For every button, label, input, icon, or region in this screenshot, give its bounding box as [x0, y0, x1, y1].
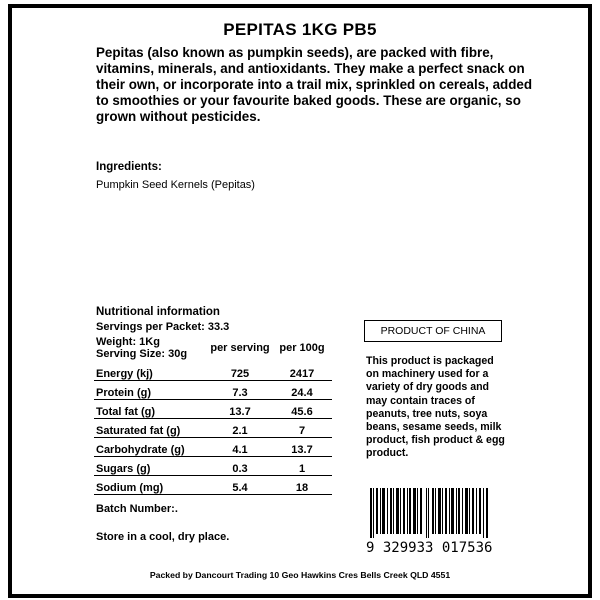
- batch-number: Batch Number:.: [96, 503, 178, 515]
- nutrient-per-100g: 7: [272, 419, 332, 438]
- product-origin-box: PRODUCT OF CHINA: [364, 320, 502, 342]
- nutrient-name: Sugars (g): [94, 457, 208, 476]
- nutrient-name: Energy (kj): [94, 362, 208, 381]
- nutrition-header-row: [94, 334, 332, 362]
- allergen-statement: This product is packaged on machinery used for a variety of dry goods and may contain traces of peanuts, tree nuts, soya beans, sesame seeds, milk product, fish product & egg product.: [366, 355, 505, 460]
- table-row: [94, 419, 332, 438]
- nutrient-per-100g: 45.6: [272, 400, 332, 419]
- nutrient-per-serving: 5.4: [208, 476, 272, 495]
- serving-size-label: Serving Size: 30g: [96, 348, 188, 360]
- nutrient-per-serving: 2.1: [208, 419, 272, 438]
- table-row: [94, 381, 332, 400]
- nutrient-per-100g: 24.4: [272, 381, 332, 400]
- nutrient-per-100g: 1: [272, 457, 332, 476]
- weight-serving-cell: [94, 334, 208, 362]
- table-row: [94, 362, 332, 381]
- nutrient-per-serving: 7.3: [208, 381, 272, 400]
- ingredients-text: Pumpkin Seed Kernels (Pepitas): [96, 179, 255, 191]
- nutrient-name: Total fat (g): [94, 400, 208, 419]
- table-row: [94, 457, 332, 476]
- nutrient-per-serving: 0.3: [208, 457, 272, 476]
- nutrient-per-100g: 18: [272, 476, 332, 495]
- table-row: [94, 400, 332, 419]
- nutrition-table: [94, 334, 332, 495]
- product-title: PEPITAS 1KG PB5: [223, 20, 377, 39]
- barcode-image: [370, 488, 490, 538]
- storage-instructions: Store in a cool, dry place.: [96, 531, 230, 543]
- nutrient-per-100g: 13.7: [272, 438, 332, 457]
- nutrient-per-serving: 13.7: [208, 400, 272, 419]
- nutrient-name: Carbohydrate (g): [94, 438, 208, 457]
- nutrition-heading: Nutritional information: [96, 306, 220, 318]
- ingredients-heading: Ingredients:: [96, 161, 162, 173]
- packed-by-statement: Packed by Dancourt Trading 10 Geo Hawkins Cres Bells Creek QLD 4551: [149, 570, 451, 580]
- nutrient-per-serving: 725: [208, 362, 272, 381]
- per-serving-header: per serving: [210, 342, 270, 354]
- servings-per-packet: Servings per Packet: 33.3: [96, 321, 230, 333]
- product-description: Pepitas (also known as pumpkin seeds), are packed with fibre, vitamins, minerals, and antioxidants. They make a perfect snack on their own, or incorporate into a trail mix, sprinkled on cereals, added to smoothies or your favourite baked goods. These are organic, so grown without pesticides.: [96, 45, 533, 124]
- table-row: [94, 476, 332, 495]
- barcode-number: 9 329933 017536: [366, 540, 493, 556]
- table-row: [94, 438, 332, 457]
- nutrient-per-100g: 2417: [272, 362, 332, 381]
- nutrient-name: Sodium (mg): [94, 476, 208, 495]
- weight-label: Weight: 1Kg: [96, 336, 160, 348]
- per-100g-header: per 100g: [279, 342, 325, 354]
- nutrient-per-serving: 4.1: [208, 438, 272, 457]
- nutrient-name: Protein (g): [94, 381, 208, 400]
- nutrient-name: Saturated fat (g): [94, 419, 208, 438]
